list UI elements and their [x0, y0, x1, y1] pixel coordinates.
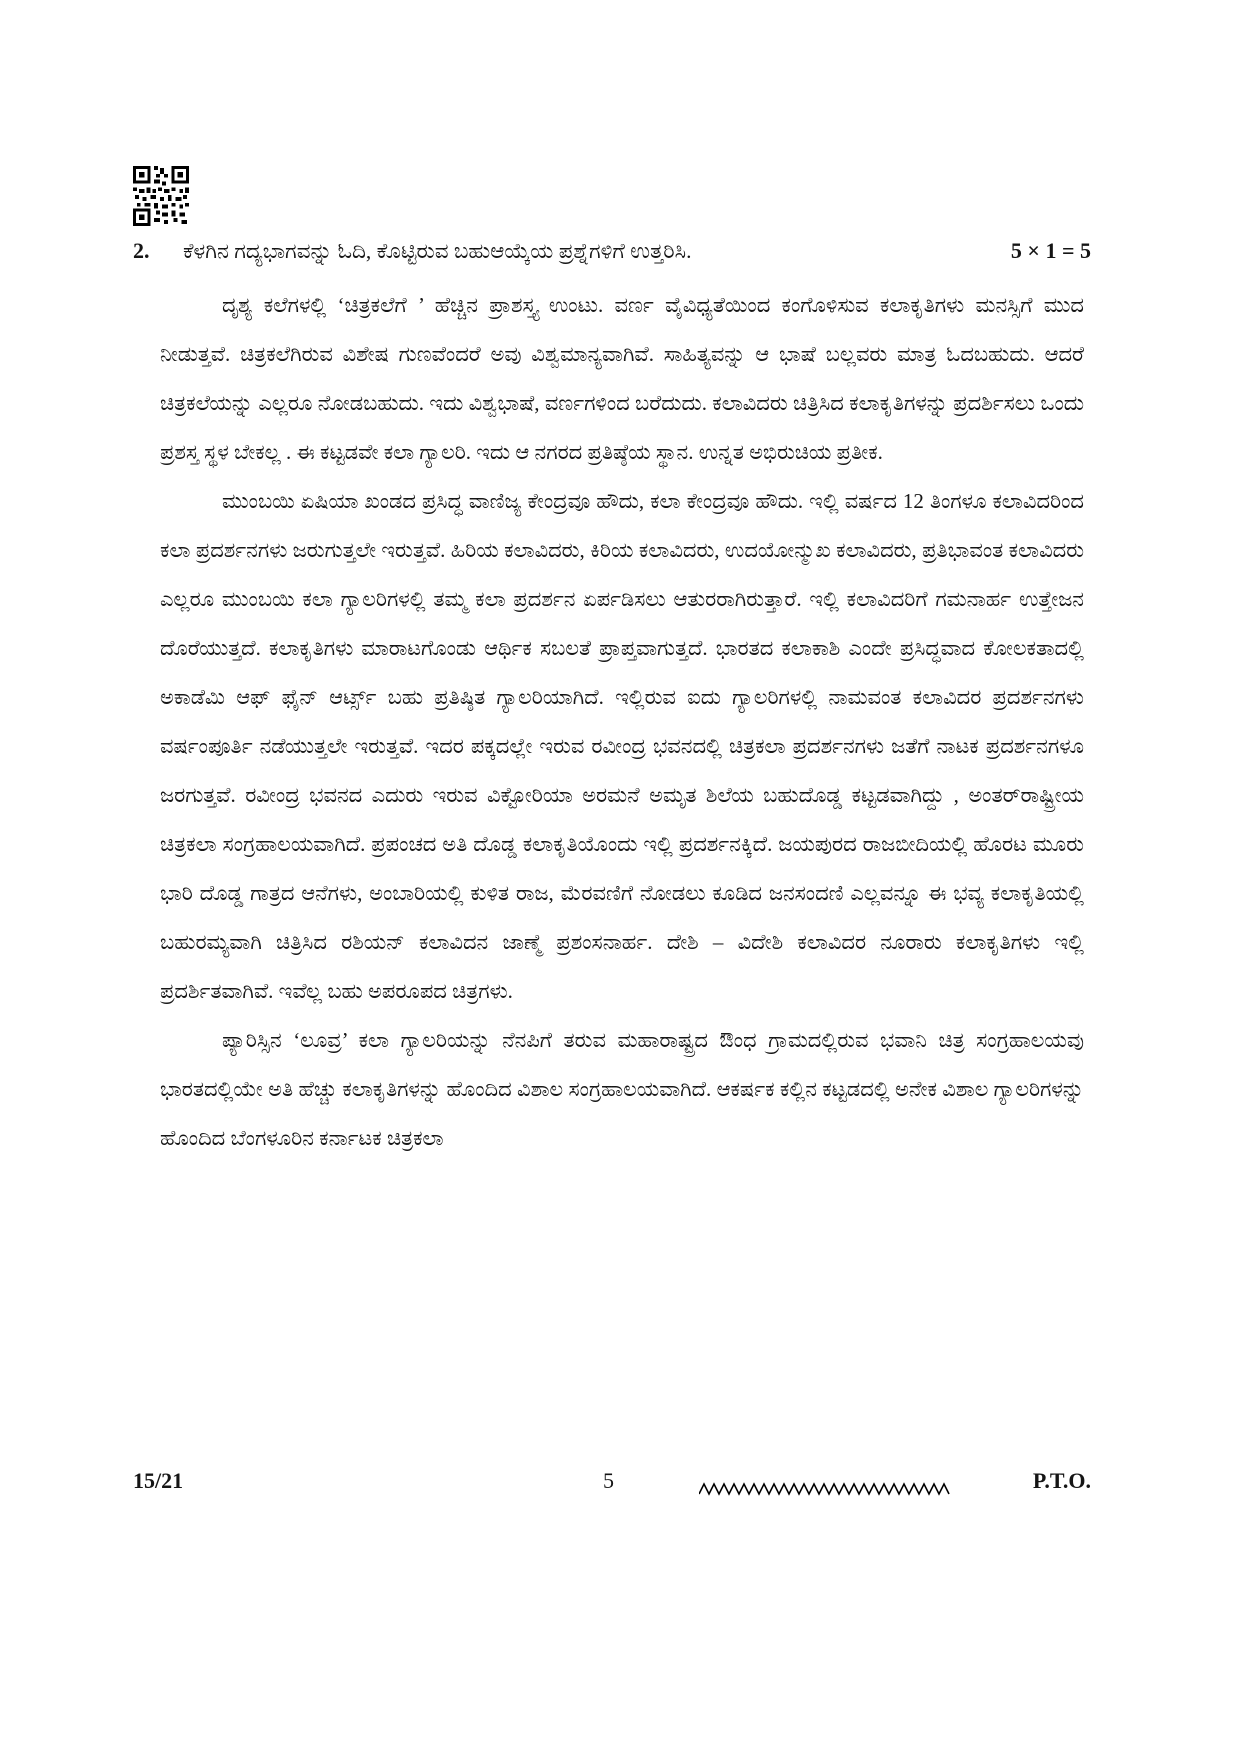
- question-number: 2.: [133, 238, 150, 263]
- qr-code-icon: [133, 166, 189, 226]
- page-footer: [133, 1468, 1091, 1500]
- passage-paragraph: ದೃಶ್ಯ ಕಲೆಗಳಲ್ಲಿ ‘ಚಿತ್ರಕಲೆಗೆ ’ ಹೆಚ್ಚಿನ ಪ್ರಾಶಸ್ತ್ಯ ಉಂಟು. ವರ್ಣ ವೈವಿಧ್ಯತೆಯಿಂದ ಕಂಗೊಳಿಸುವ ಕಲಾಕೃತಿಗಳು ಮನಸ್ಸಿಗೆ ಮುದ ನೀಡುತ್ತವೆ. ಚಿತ್ರಕಲೆಗಿರುವ ವಿಶೇಷ ಗುಣವೆಂದರೆ ಅವು ವಿಶ್ವಮಾನ್ಯವಾಗಿವೆ. ಸಾಹಿತ್ಯವನ್ನು ಆ ಭಾಷೆ ಬಲ್ಲವರು ಮಾತ್ರ ಓದಬಹುದು. ಆದರೆ ಚಿತ್ರಕಲೆಯನ್ನು ಎಲ್ಲರೂ ನೋಡಬಹುದು. ಇದು ವಿಶ್ವಭಾಷೆ, ವರ್ಣಗಳಿಂದ ಬರೆದುದು. ಕಲಾವಿದರು ಚಿತ್ರಿಸಿದ ಕಲಾಕೃತಿಗಳನ್ನು ಪ್ರದರ್ಶಿಸಲು ಒಂದು ಪ್ರಶಸ್ತ ಸ್ಥಳ ಬೇಕಲ್ಲ . ಈ ಕಟ್ಟಡವೇ ಕಲಾ ಗ್ಯಾಲರಿ. ಇದು ಆ ನಗರದ ಪ್ರತಿಷ್ಠೆಯ ಸ್ಥಾನ. ಉನ್ನತ ಅಭಿರುಚಿಯ ಪ್ರತೀಕ.: [160, 293, 1084, 464]
- question-text: ಕೆಳಗಿನ ಗದ್ಯಭಾಗವನ್ನು ಓದಿ, ಕೊಟ್ಟಿರುವ ಬಹುಆಯ್ಕೆಯ ಪ್ರಶ್ನೆಗಳಿಗೆ ಉತ್ತರಿಸಿ.: [183, 239, 692, 263]
- pto-label: P.T.O.: [1032, 1468, 1091, 1493]
- passage-body: [160, 281, 1084, 1163]
- page-number: 5: [603, 1468, 614, 1493]
- question-header: [133, 236, 1091, 266]
- question-marks: 5 × 1 = 5: [1010, 238, 1091, 263]
- passage-paragraph: ಪ್ಯಾರಿಸ್ಸಿನ ‘ಲೂವ್ರ’ ಕಲಾ ಗ್ಯಾಲರಿಯನ್ನು ನೆನಪಿಗೆ ತರುವ ಮಹಾರಾಷ್ಟ್ರದ ಔಂಧ ಗ್ರಾಮದಲ್ಲಿರುವ ಭವಾನಿ ಚಿತ್ರ ಸಂಗ್ರಹಾಲಯವು ಭಾರತದಲ್ಲಿಯೇ ಅತಿ ಹೆಚ್ಚು ಕಲಾಕೃತಿಗಳನ್ನು ಹೊಂದಿದ ವಿಶಾಲ ಸಂಗ್ರಹಾಲಯವಾಗಿದೆ. ಆಕರ್ಷಕ ಕಲ್ಲಿನ ಕಟ್ಟಡದಲ್ಲಿ ಅನೇಕ ವಿಶಾಲ ಗ್ಯಾಲರಿಗಳನ್ನು ಹೊಂದಿದ ಬೆಂಗಳೂರಿನ ಕರ್ನಾಟಕ ಚಿತ್ರಕಲಾ: [160, 1028, 1084, 1150]
- zigzag-divider: [699, 1477, 951, 1493]
- paper-code: 15/21: [133, 1468, 184, 1493]
- passage-paragraph: ಮುಂಬಯಿ ಏಷಿಯಾ ಖಂಡದ ಪ್ರಸಿದ್ಧ ವಾಣಿಜ್ಯ ಕೇಂದ್ರವೂ ಹೌದು, ಕಲಾ ಕೇಂದ್ರವೂ ಹೌದು. ಇಲ್ಲಿ ವರ್ಷದ 12 ತಿಂಗಳೂ ಕಲಾವಿದರಿಂದ ಕಲಾ ಪ್ರದರ್ಶನಗಳು ಜರುಗುತ್ತಲೇ ಇರುತ್ತವೆ. ಹಿರಿಯ ಕಲಾವಿದರು, ಕಿರಿಯ ಕಲಾವಿದರು, ಉದಯೋನ್ಮುಖ ಕಲಾವಿದರು, ಪ್ರತಿಭಾವಂತ ಕಲಾವಿದರು ಎಲ್ಲರೂ ಮುಂಬಯಿ ಕಲಾ ಗ್ಯಾಲರಿಗಳಲ್ಲಿ ತಮ್ಮ ಕಲಾ ಪ್ರದರ್ಶನ ಏರ್ಪಡಿಸಲು ಆತುರರಾಗಿರುತ್ತಾರೆ. ಇಲ್ಲಿ ಕಲಾವಿದರಿಗೆ ಗಮನಾರ್ಹ ಉತ್ತೇಜನ ದೊರೆಯುತ್ತದೆ. ಕಲಾಕೃತಿಗಳು ಮಾರಾಟಗೊಂಡು ಆರ್ಥಿಕ ಸಬಲತೆ ಪ್ರಾಪ್ತವಾಗುತ್ತದೆ. ಭಾರತದ ಕಲಾಕಾಶಿ ಎಂದೇ ಪ್ರಸಿದ್ಧವಾದ ಕೋಲಕತಾದಲ್ಲಿ ಅಕಾಡೆಮಿ ಆಫ್ ಫೈನ್ ಆರ್ಟ್ಸ್ ಬಹು ಪ್ರತಿಷ್ಠಿತ ಗ್ಯಾಲರಿಯಾಗಿದೆ. ಇಲ್ಲಿರುವ ಐದು ಗ್ಯಾಲರಿಗಳಲ್ಲಿ ನಾಮವಂತ ಕಲಾವಿದರ ಪ್ರದರ್ಶನಗಳು ವರ್ಷಂಪೂರ್ತಿ ನಡೆಯುತ್ತಲೇ ಇರುತ್ತವೆ. ಇದರ ಪಕ್ಕದಲ್ಲೇ ಇರುವ ರವೀಂದ್ರ ಭವನದಲ್ಲಿ ಚಿತ್ರಕಲಾ ಪ್ರದರ್ಶನಗಳು ಜತೆಗೆ ನಾಟಕ ಪ್ರದರ್ಶನಗಳೂ ಜರಗುತ್ತವೆ. ರವೀಂದ್ರ ಭವನದ ಎದುರು ಇರುವ ವಿಕ್ಟೋರಿಯಾ ಅರಮನೆ ಅಮೃತ ಶಿಲೆಯ ಬಹುದೊಡ್ಡ ಕಟ್ಟಡವಾಗಿದ್ದು , ಅಂತರ್‌ರಾಷ್ಟ್ರೀಯ ಚಿತ್ರಕಲಾ ಸಂಗ್ರಹಾಲಯವಾಗಿದೆ. ಪ್ರಪಂಚದ ಅತಿ ದೊಡ್ಡ ಕಲಾಕೃತಿಯೊಂದು ಇಲ್ಲಿ ಪ್ರದರ್ಶನಕ್ಕಿದೆ. ಜಯಪುರದ ರಾಜಬೀದಿಯಲ್ಲಿ ಹೊರಟ ಮೂರು ಭಾರಿ ದೊಡ್ಡ ಗಾತ್ರದ ಆನೆಗಳು, ಅಂಬಾರಿಯಲ್ಲಿ ಕುಳಿತ ರಾಜ, ಮೆರವಣಿಗೆ ನೋಡಲು ಕೂಡಿದ ಜನಸಂದಣಿ ಎಲ್ಲವನ್ನೂ ಈ ಭವ್ಯ ಕಲಾಕೃತಿಯಲ್ಲಿ ಬಹುರಮ್ಯವಾಗಿ ಚಿತ್ರಿಸಿದ ರಶಿಯನ್ ಕಲಾವಿದನ ಜಾಣ್ಮೆ ಪ್ರಶಂಸನಾರ್ಹ. ದೇಶಿ – ವಿದೇಶಿ ಕಲಾವಿದರ ನೂರಾರು ಕಲಾಕೃತಿಗಳು ಇಲ್ಲಿ ಪ್ರದರ್ಶಿತವಾಗಿವೆ. ಇವೆಲ್ಲ ಬಹು ಅಪರೂಪದ ಚಿತ್ರಗಳು.: [160, 489, 1084, 1003]
